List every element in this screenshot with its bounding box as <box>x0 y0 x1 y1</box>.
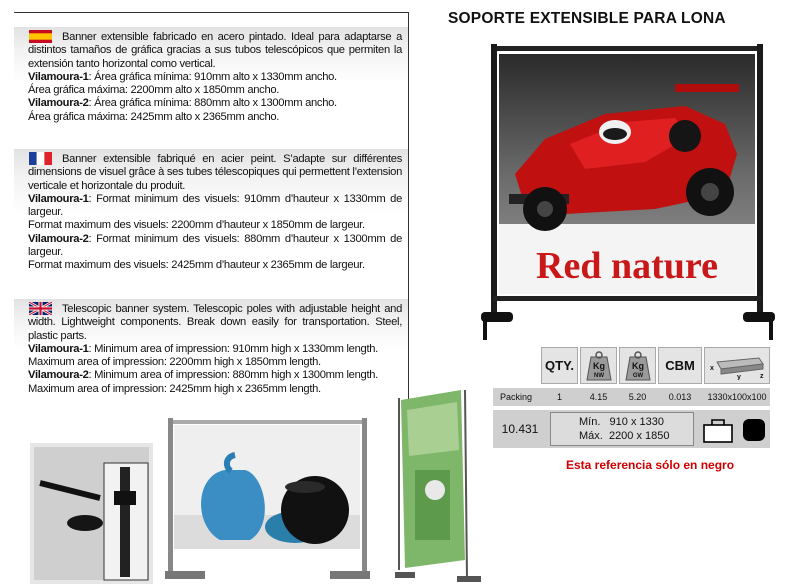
gross-weight-header <box>619 347 656 384</box>
svg-text:Kg: Kg <box>592 360 605 371</box>
box-dimensions-icon <box>707 352 767 380</box>
uk-flag-icon <box>29 302 52 315</box>
vases-stand-image <box>165 415 370 583</box>
detail-photo <box>30 443 153 584</box>
min-size: Mín. 910 x 1330 <box>579 416 664 428</box>
dimensions-header <box>704 347 770 384</box>
english-description <box>14 299 408 411</box>
spanish-description <box>14 27 408 151</box>
max-size: Máx. 2200 x 1850 <box>579 430 670 442</box>
spanish-v2-max: Área gráfica máxima: 2425mm alto x 2365mm ancho. <box>28 110 280 123</box>
size-range <box>550 412 694 446</box>
english-v1-max: Maximum area of impression: 2200mm high x 1850mm length. <box>28 356 321 369</box>
reference-note: Esta referencia sólo en negro <box>566 458 735 472</box>
weight-icon <box>586 351 612 381</box>
weight-icon <box>625 351 651 381</box>
spain-flag-icon <box>29 30 52 43</box>
spanish-intro: Banner extensible fabricado en acero pintado. Ideal para adaptarse a distintos tamaños de gráfica gracias a sus tubos telescópicos que permiten la extensión tanto horizontal como vertical. <box>28 31 402 70</box>
description-panel <box>14 12 409 411</box>
english-v1-min: Vilamoura-1: Minimum area of impression: 910mm high x 1330mm length. <box>28 342 378 355</box>
packing-label: Packing <box>499 392 533 402</box>
packing-qty: 1 <box>556 392 562 402</box>
svg-text:NW: NW <box>593 372 604 379</box>
rollup-banner-image <box>395 390 487 585</box>
dimensions-value: 1330x100x100 <box>707 392 767 402</box>
svg-text:z: z <box>760 372 764 380</box>
spanish-v1-min: Vilamoura-1: Área gráfica mínima: 910mm alto x 1330mm ancho. <box>28 70 337 83</box>
page-title: SOPORTE EXTENSIBLE PARA LONA <box>448 10 726 27</box>
qty-header: QTY. <box>541 347 578 384</box>
gross-weight-value: 5.20 <box>628 392 647 402</box>
svg-text:x: x <box>710 364 714 372</box>
cbm-header: CBM <box>658 347 702 384</box>
spanish-v2-min: Vilamoura-2: Área gráfica mínima: 880mm alto x 1300mm ancho. <box>28 97 337 110</box>
net-weight-value: 4.15 <box>589 392 608 402</box>
french-v2-min: Vilamoura-2: Format minimum des visuels: 880mm d’hauteur x 1300mm de largeur. <box>28 232 402 259</box>
french-v1-min: Vilamoura-1: Format minimum des visuels: 910mm d’hauteur x 1330mm de largeur. <box>28 192 402 219</box>
english-v2-max: Maximum area of impression: 2425mm high x 2365mm length. <box>28 382 321 395</box>
banner-graphic-text: Red nature <box>536 245 718 287</box>
spanish-v1-max: Área gráfica máxima: 2200mm alto x 1850mm ancho. <box>28 84 280 97</box>
svg-text:Kg: Kg <box>631 360 644 371</box>
english-intro: Telescopic banner system. Telescopic poles with adjustable height and width. Lightweight components. Break down easily for transportation. Steel, plastic parts. <box>28 303 402 342</box>
black-color-swatch <box>743 419 765 441</box>
french-intro: Banner extensible fabriqué en acier peint. S’adapte sur différentes dimensions de visuel grâce à ses tubes télescopiques qui permettent l’extension verticale et horizontale du produit. <box>28 153 402 192</box>
french-description <box>14 149 408 295</box>
svg-text:GW: GW <box>632 372 643 379</box>
bag-icon <box>702 416 734 444</box>
french-v1-max: Format maximum des visuels: 2200mm d’hauteur x 1850mm de largeur. <box>28 219 365 232</box>
french-v2-max: Format maximum des visuels: 2425mm d’hauteur x 2365mm de largeur. <box>28 259 365 272</box>
svg-text:y: y <box>737 373 741 380</box>
cbm-value: 0.013 <box>668 392 692 402</box>
banner-stand-image <box>475 44 777 342</box>
reference-number: 10.431 <box>501 422 539 436</box>
france-flag-icon <box>29 152 52 165</box>
net-weight-header <box>580 347 617 384</box>
english-v2-min: Vilamoura-2: Minimum area of impression: 880mm high x 1300mm length. <box>28 369 378 382</box>
